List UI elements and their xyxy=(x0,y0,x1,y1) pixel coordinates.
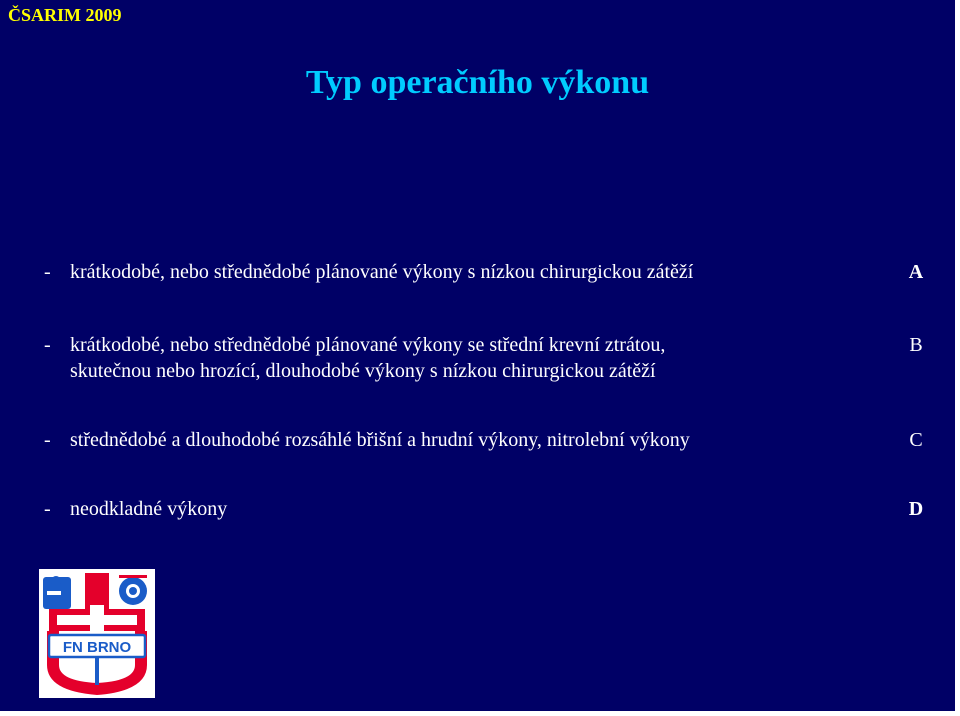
bullet-dash: - xyxy=(44,498,51,520)
item-text: krátkodobé, nebo střednědobé plánované výkony se střední krevní ztrátou, xyxy=(70,334,666,356)
left-emblem-icon xyxy=(43,576,71,609)
category-code: B xyxy=(909,334,923,356)
item-text: střednědobé a dlouhodobé rozsáhlé břišní a hrudní výkony, nitrolební výkony xyxy=(70,429,690,451)
staff-icon xyxy=(95,657,99,685)
logo-graphic xyxy=(39,569,155,698)
organization-label: ČSARIM 2009 xyxy=(8,5,122,25)
right-emblem-icon xyxy=(119,575,147,605)
logo-text: FN BRNO xyxy=(62,639,132,656)
category-code: C xyxy=(909,429,923,451)
category-code: A xyxy=(908,261,924,283)
bullet-dash: - xyxy=(44,334,51,356)
category-code: D xyxy=(908,498,924,520)
bullet-dash: - xyxy=(44,429,51,451)
slide-title: Typ operačního výkonu xyxy=(305,64,650,101)
item-text: skutečnou nebo hrozící, dlouhodobé výkony s nízkou chirurgickou zátěží xyxy=(70,360,656,382)
bullet-dash: - xyxy=(44,261,51,283)
item-text: neodkladné výkony xyxy=(70,498,228,520)
fn-brno-logo xyxy=(39,569,155,698)
item-text: krátkodobé, nebo střednědobé plánované výkony s nízkou chirurgickou zátěží xyxy=(70,261,694,283)
